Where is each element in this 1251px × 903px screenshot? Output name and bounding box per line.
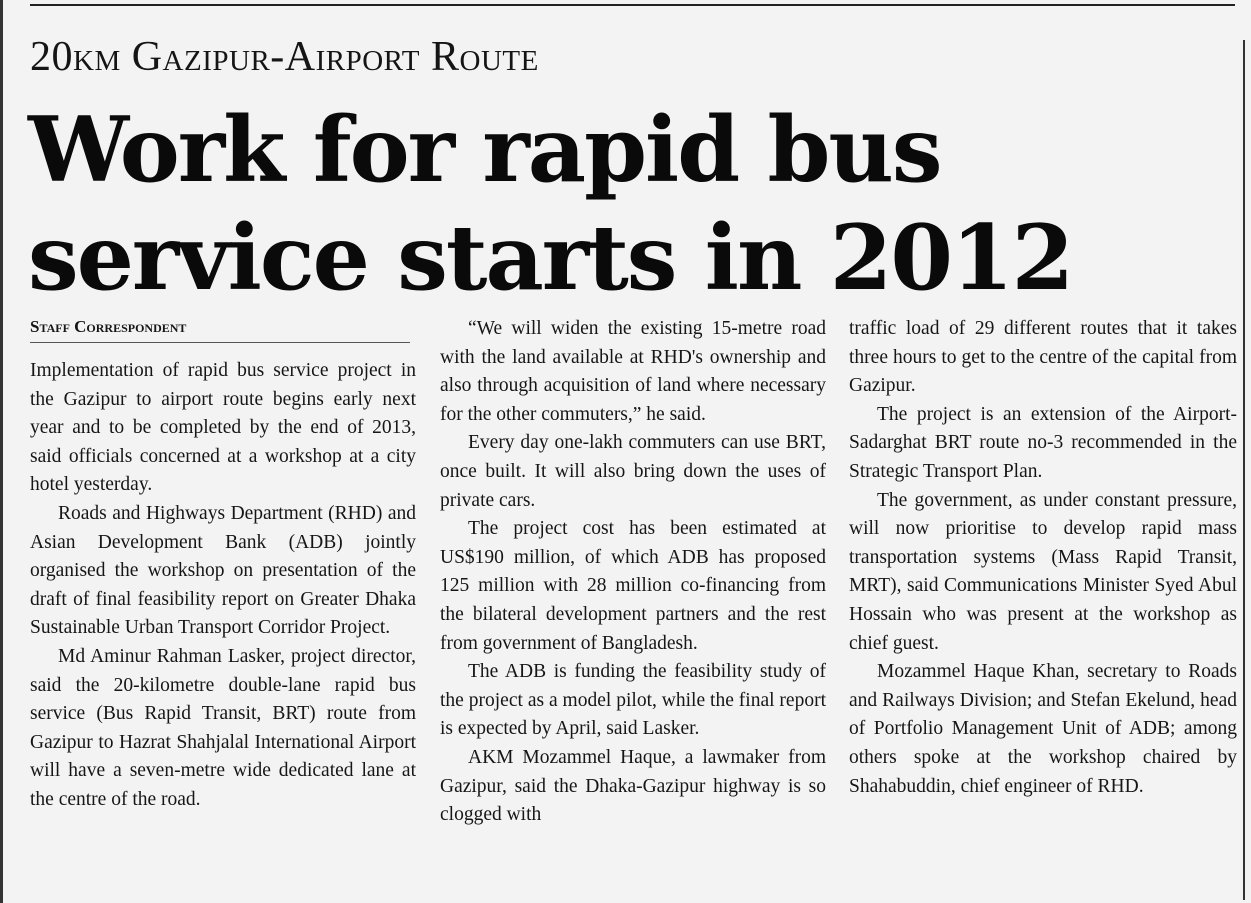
article-headline: Work for rapid bus service starts in 2012 bbox=[28, 97, 1073, 311]
paragraph: Mozammel Haque Khan, secretary to Roads and Railways Division; and Stefan Ekelund, head of Portfolio Management Unit of ADB; among others spoke at the workshop chaired by Shahabuddin, chief engineer of RHD. bbox=[849, 661, 1237, 797]
article-kicker: 20km Gazipur-Airport Route bbox=[30, 34, 539, 80]
paragraph: Every day one-lakh commuters can use BRT, once built. It will also bring down the uses of private cars. bbox=[440, 432, 826, 511]
article-column-2 bbox=[440, 315, 826, 830]
paragraph: “We will widen the existing 15-metre road with the land available at RHD's ownership and also through acquisition of land where necessary for the other commuters,” he said. bbox=[440, 318, 826, 425]
clipping-top-rule bbox=[30, 4, 1235, 6]
paragraph: The ADB is funding the feasibility study of the project as a model pilot, while the final report is expected by April, said Lasker. bbox=[440, 661, 826, 740]
paragraph: Implementation of rapid bus service project in the Gazipur to airport route begins early next year and to be completed by the end of 2013, said officials concerned at a workshop at a city hotel yesterday. bbox=[30, 360, 416, 496]
paragraph: The project cost has been estimated at US$190 million, of which ADB has proposed 125 million with 28 million co-financing from the bilateral development partners and the rest from government of Bangladesh. bbox=[440, 518, 826, 654]
article-column-1 bbox=[30, 315, 416, 815]
paragraph: Roads and Highways Department (RHD) and Asian Development Bank (ADB) jointly organised the workshop on presentation of the draft of final feasibility report on Greater Dhaka Sustainable Urban Transport Corridor Project. bbox=[30, 502, 416, 639]
paragraph: The government, as under constant pressure, will now prioritise to develop rapid mass transportation systems (Mass Rapid Transit, MRT), said Communications Minister Syed Abul Hossain who was present at the workshop as chief guest. bbox=[849, 489, 1237, 654]
article-byline: Staff Correspondent bbox=[30, 315, 410, 343]
paragraph: traffic load of 29 different routes that it takes three hours to get to the centre of the capital from Gazipur. bbox=[849, 318, 1237, 397]
article-column-3 bbox=[849, 315, 1237, 801]
clipping-left-border bbox=[0, 0, 3, 903]
paragraph: AKM Mozammel Haque, a lawmaker from Gazipur, said the Dhaka-Gazipur highway is so clogged with bbox=[440, 746, 826, 826]
clipping-right-border bbox=[1243, 40, 1245, 900]
paragraph: Md Aminur Rahman Lasker, project director, said the 20-kilometre double-lane rapid bus service (Bus Rapid Transit, BRT) route from Gazipur to Hazrat Shahjalal International Airport will have a seven-metre wide dedicated lane at the centre of the road. bbox=[30, 645, 416, 810]
paragraph: The project is an extension of the Airport-Sadarghat BRT route no-3 recommended in the Strategic Transport Plan. bbox=[849, 403, 1237, 482]
